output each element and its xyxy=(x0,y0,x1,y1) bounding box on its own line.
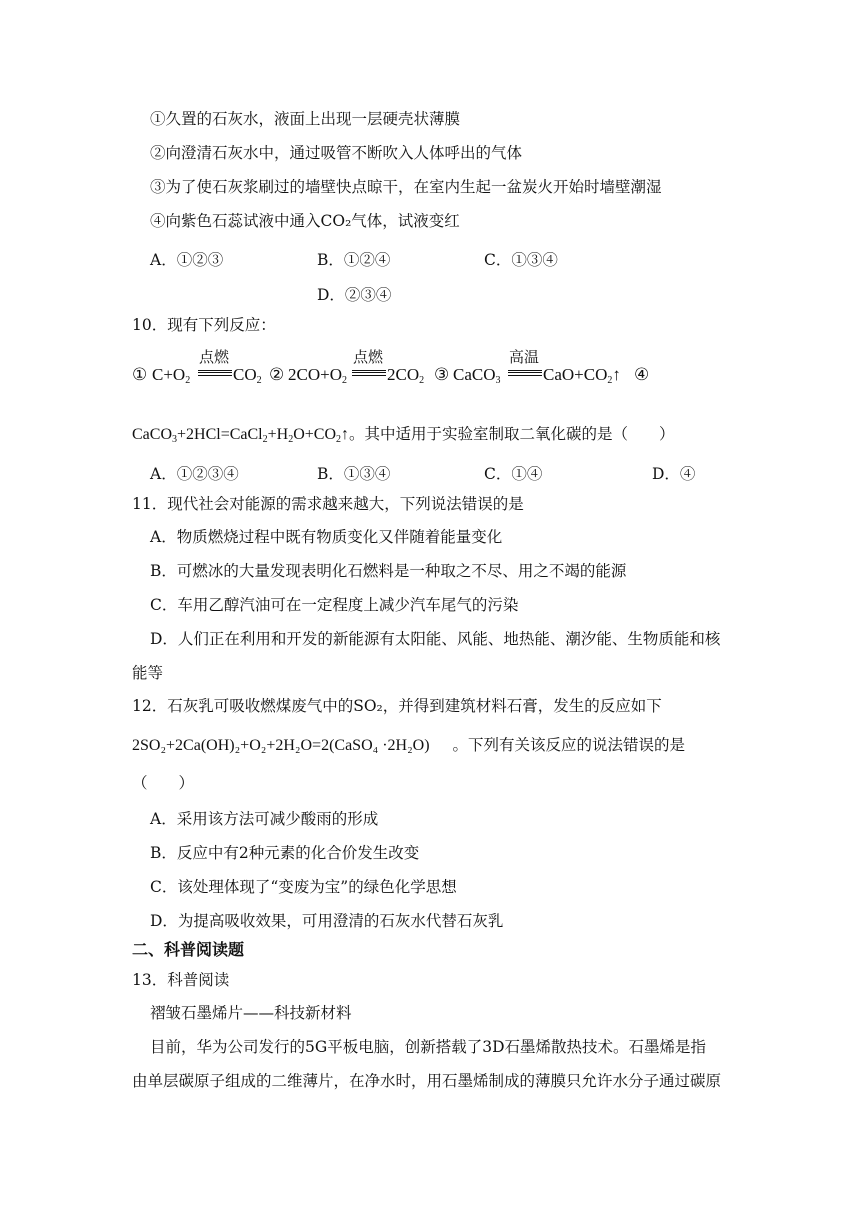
q9-item-4: ④向紫色石蕊试液中通入CO₂气体，试液变红 xyxy=(150,212,460,230)
article-paragraph-line1: 目前，华为公司发行的5G平板电脑，创新搭载了3D石墨烯散热技术。石墨烯是指 xyxy=(150,1038,707,1056)
q11-option-c[interactable]: C．车用乙醇汽油可在一定程度上减少汽车尾气的污染 xyxy=(150,596,519,614)
q9-option-a[interactable]: A．①②③ xyxy=(150,251,224,269)
q9-option-b[interactable]: B．①②④ xyxy=(317,251,391,269)
q9-item-3: ③为了使石灰浆刷过的墙壁快点晾干，在室内生起一盆炭火开始时墙壁潮湿 xyxy=(150,178,662,196)
eq2-lhs: $2CO+O_2$ xyxy=(288,365,347,386)
eq4-number: ④ xyxy=(634,365,650,384)
q12-answer-paren: （ ） xyxy=(132,774,195,792)
eq4-line: $CaCO_3+2HCl=CaCl_2+H_2O+CO_2↑$。其中适用于实验室制取二氧化碳的是（ ） xyxy=(132,425,675,445)
q12-equation-line xyxy=(132,738,685,754)
eq3-number: ③ xyxy=(434,365,450,384)
eq2-condition: 点燃 xyxy=(352,348,383,366)
eq1-condition: 点燃 xyxy=(198,348,229,366)
q12-stem: 12．石灰乳可吸收燃煤废气中的SO₂，并得到建筑材料石膏，发生的反应如下 xyxy=(132,697,662,715)
q9-item-1: ①久置的石灰水，液面上出现一层硬壳状薄膜 xyxy=(150,110,461,128)
q10-question: 。其中适用于实验室制取二氧化碳的是（ ） xyxy=(349,425,675,443)
eq3-condition: 高温 xyxy=(508,348,539,366)
q9-option-d[interactable]: D．②③④ xyxy=(317,286,392,304)
q9-item-2: ②向澄清石灰水中，通过吸管不断吹入人体呼出的气体 xyxy=(150,144,523,162)
q12-option-c[interactable]: C．该处理体现了“变废为宝”的绿色化学思想 xyxy=(150,878,457,896)
q10-option-a[interactable]: A．①②③④ xyxy=(150,465,239,483)
q12-option-d[interactable]: D．为提高吸收效果，可用澄清的石灰水代替石灰乳 xyxy=(150,912,504,930)
q12-equation: 2SO₂+2Ca(OH)₂+O₂+2H₂O=2(CaSO₄ ·2H₂O) xyxy=(132,737,430,754)
eq1-number: ① xyxy=(132,365,148,384)
article-title: 褶皱石墨烯片——科技新材料 xyxy=(150,1004,352,1022)
eq3-equals-sign xyxy=(508,370,542,376)
q12-option-a[interactable]: A．采用该方法可减少酸雨的形成 xyxy=(150,810,379,828)
q11-option-a[interactable]: A．物质燃烧过程中既有物质变化又伴随着能量变化 xyxy=(150,528,503,546)
eq2-rhs: $2CO_2$ xyxy=(387,365,425,386)
article-paragraph-line2: 由单层碳原子组成的二维薄片，在净水时，用石墨烯制成的薄膜只允许水分子通过碳原 xyxy=(132,1072,722,1090)
eq3-gas-arrow: ↑ xyxy=(612,365,621,384)
q12-question: 。下列有关该反应的说法错误的是 xyxy=(452,736,685,754)
eq1-lhs: $C+O_2$ xyxy=(152,365,191,386)
q10-stem: 10．现有下列反应： xyxy=(132,316,276,334)
eq3-rhs: $CaO+CO_2↑$ xyxy=(543,365,621,386)
q11-option-b[interactable]: B．可燃冰的大量发现表明化石燃料是一种取之不尽、用之不竭的能源 xyxy=(150,562,627,580)
q11-stem: 11．现代社会对能源的需求越来越大，下列说法错误的是 xyxy=(132,495,524,513)
q10-option-c[interactable]: C．①④ xyxy=(484,465,543,483)
eq4-gas-arrow: ↑ xyxy=(341,426,349,443)
q10-option-d[interactable]: D．④ xyxy=(652,465,696,483)
q10-option-b[interactable]: B．①③④ xyxy=(317,465,391,483)
eq1-equals-sign xyxy=(198,370,232,376)
q11-option-d-line1[interactable]: D．人们正在利用和开发的新能源有太阳能、风能、地热能、潮汐能、生物质能和核 xyxy=(150,630,721,648)
eq2-equals-sign xyxy=(352,370,386,376)
eq1-rhs: $CO_2$ xyxy=(233,365,262,386)
q12-option-b[interactable]: B．反应中有2种元素的化合价发生改变 xyxy=(150,844,420,862)
eq3-lhs: CaCO$_3$ xyxy=(453,365,501,386)
eq2-number: ② xyxy=(269,365,285,384)
section-heading: 二、科普阅读题 xyxy=(132,940,245,959)
q9-option-c[interactable]: C．①③④ xyxy=(484,251,558,269)
q11-option-d-line2: 能等 xyxy=(132,664,164,682)
q13-stem: 13．科普阅读 xyxy=(132,971,230,989)
